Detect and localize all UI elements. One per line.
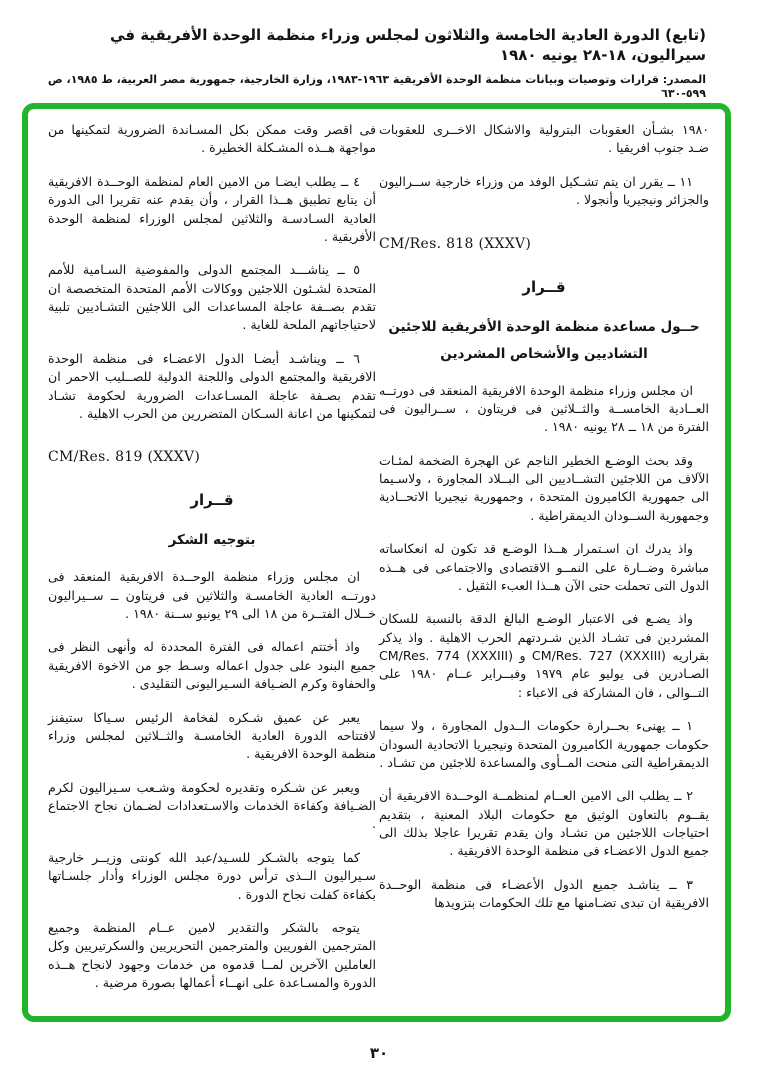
- source-citation: المصدر: قرارات وتوصيات وبيانات منظمة الوحدة الأفريقية ١٩٦٣-١٩٨٣، وزارة الخارجية، جمهورية مصر العربية، ط ١٩٨٥، ص ٥٩٩-٦٣٠: [47, 73, 706, 101]
- paragraph: ١١ ــ يقرر ان يتم تشـكيل الوفد من وزراء خارجية ســراليون والجزائر ونيجيريا وأنجولا .: [379, 173, 709, 208]
- paragraph: ٥ ــ يناشـــد المجتمع الدولى والمفوضية السـامية للأمم المتحدة لشـئون اللاجئين ووكالات الأمم المتحدة المتخصصة ان تقدم بصــفة عاجلة المساعدات الى اللاجئين التشـاديين تلبية لاحتياجاتهم الملحة للغاية .: [48, 262, 376, 333]
- paragraph: واذ أختتم اعماله فى الفترة المحددة له وأنهى النظر فى جميع البنود على جدول اعماله وسـط جو من الاخوة الافريقية والحفاوة وكرم الضـيافة السـيراليونى التقليدى .: [48, 639, 376, 692]
- page-number: ٣٠: [369, 1044, 389, 1062]
- decision-heading: قــرار: [190, 491, 234, 510]
- paragraph: ٦ ــ ويناشـد أيضـا الدول الاعضـاء فى منظمة الوحدة الافريقية والمجتمع الدولى واللجنة الدولية للصــليب الاحمر ان تقدم بصـفة عاجلة المسـاعدات الضرورية لحكومة تشـاد لتمكينها من اعانة السـكان المتضررين من الحرب الاهلية .: [48, 350, 376, 421]
- paragraph: ويعبر عن شـكره وتقديره لحكومة وشـعب سـيراليون لكرم الضـيافة وكفاءة الخدمات والاسـتعدادات لضـمان نجاح الاجتماع .: [48, 779, 376, 832]
- resolution-reference: CM/Res. 819 (XXXV): [48, 449, 201, 466]
- decision-title-line1: حــول مساعدة منظمة الوحدة الأفريقية للاجئين: [388, 318, 700, 335]
- paragraph: ١٩٨٠ بشـأن العقوبات البترولية والاشكال الاخــرى للعقوبات ضـد جنوب افريقيا .: [379, 122, 709, 156]
- column-right: [379, 121, 709, 928]
- paragraph: يعبر عن عميق شـكره لفخامة الرئيس سـياكا ستيفنز لافتتاحه الدورة العادية الخامسـة والثــلاثين لمجلس وزراء منظمة الوحدة الافريقية .: [48, 709, 376, 762]
- paragraph: واذ يضـع فى الاعتبار الوضـع البالغ الدقة بالنسبة للسكان المشردين فى تشـاد الذين شـردتهم الحرب الاهلية . واذ يذكر بقراريه CM/Res. 727 (XXXIII) و CM/Res. 774 (XXXIII) الصـادرين فى يوليو عام ١٩٧٩ وفبــراير عــام ١٩٨٠ على التــوالى ، فان المشاركة فى الاعباء :: [379, 611, 710, 700]
- decision-heading: قــرار: [522, 277, 566, 296]
- page-header: [30, 26, 706, 102]
- paragraph: وقد بحث الوضـع الخطير الناجم عن الهجرة الضخمة لمئـات الآلاف من اللاجئين التشــاديين الى البــلاد المجاورة ، ولاسـيما الى جمهورية الكاميرون المتحدة ، وجمهورية نيجيريا الاتحــادية وجمهورية الســودان الديمقراطية .: [379, 452, 709, 523]
- paragraph: ان مجلس وزراء منظمة الوحدة الافريقية المنعقد فى دورتــه العــادية الخامســة والثــلاثين فى فريتاون ، ســراليون فى الفترة من ١٨ ــ ٢٨ يونيه ١٩٨٠ .: [379, 382, 709, 435]
- resolution-reference: CM/Res. 818 (XXXV): [379, 235, 532, 252]
- decision-title-line2: التشاديين والأشخاص المشردين: [440, 345, 648, 362]
- paragraph: ٤ ــ يطلب ايضـا من الامين العام لمنظمة الوحــدة الافريقية أن يتابع تطبيق هــذا القرار ، وأن يقدم عنه تقريرا الى الدورة العادية السـادسـة والثلاثين لمجلس الوزراء لمنظمة الوحدة الأفريقية .: [48, 173, 376, 244]
- paragraph: ٢ ــ يطلب الى الامين العــام لمنظمــة الوحــدة الافريقية أن يقــوم بالتعاون الوثيق مع حكومات البلاد المعنية ، بتقديم احتياجات اللاجئين من تشـاد وان يقدم تقريرا عاجلا بذلك الى جميع الدول الاعضـاء فى منظمة الوحدة الافريقية .: [379, 788, 709, 859]
- session-title: (تابع) الدورة العادية الخامسة والثلاثون لمجلس وزراء منظمة الوحدة الأفريقية في سيراليون، ١٨-٢٨ يونيه ١٩٨٠: [110, 26, 706, 64]
- paragraph: فى اقصر وقت ممكن بكل المسـاندة الضرورية لتمكينها من مواجهة هــذه المشـكلة الخطيرة .: [48, 122, 376, 156]
- paragraph: ١ ــ يهنىء بحــرارة حكومات الــدول المجاورة ، ولا سيما حكومات جمهورية الكاميرون المتحدة ونيجيريا الاتحادية السودان الديمقراطية التى منحت المــأوى والمساعدة للاجئين من تشـاد .: [379, 718, 709, 770]
- decision-title: [379, 314, 709, 368]
- decision-title: بتوجيه الشكر: [168, 532, 256, 549]
- green-frame: [22, 103, 731, 1022]
- paragraph: ان مجلس وزراء منظمة الوحــدة الافريقية المنعقد فى دورتــه العادية الخامسـة والثلاثين فى فريتاون ــ ســيراليون خــلال الفتــرة من ١٨ الى ٢٩ يونيو ســنة ١٩٨٠ .: [48, 569, 376, 621]
- paragraph: كما يتوجه بالشـكر للسـيد/عبد الله كونتى وزيــر خارجية سـيراليون الــذى ترأس دورة مجلس الوزراء وأدار جلسـاتها بكفاءة كفلت نجاح الدورة .: [48, 849, 376, 902]
- column-left: [48, 121, 376, 1007]
- paragraph: ٣ ــ يناشـد جميع الدول الأعضـاء فى منظمة الوحــدة الافريقية ان تبدى تضـامنها مع تلك الحكومات بتزويدها: [379, 876, 709, 911]
- paragraph: واذ يدرك ان اسـتمرار هــذا الوضـع قد تكون له انعكاساته مباشرة وضــارة على النمــو الاقتصادى والاجتماعى فى هــذه الدول التى تحملت حتى الآن هــذا العبء الثقيل .: [379, 541, 709, 593]
- paragraph: يتوجه بالشكر والتقدير لامين عــام المنظمة وجميع المترجمين الفوريين والمترجمين التحريريين والسكرتيريين وكل العاملين الآخرين لمــا قدموه من خدمات وجهود لانجاح هــذه الدورة والمسـاعدة على انهــاء أعمالها بصورة مرضية .: [48, 919, 376, 990]
